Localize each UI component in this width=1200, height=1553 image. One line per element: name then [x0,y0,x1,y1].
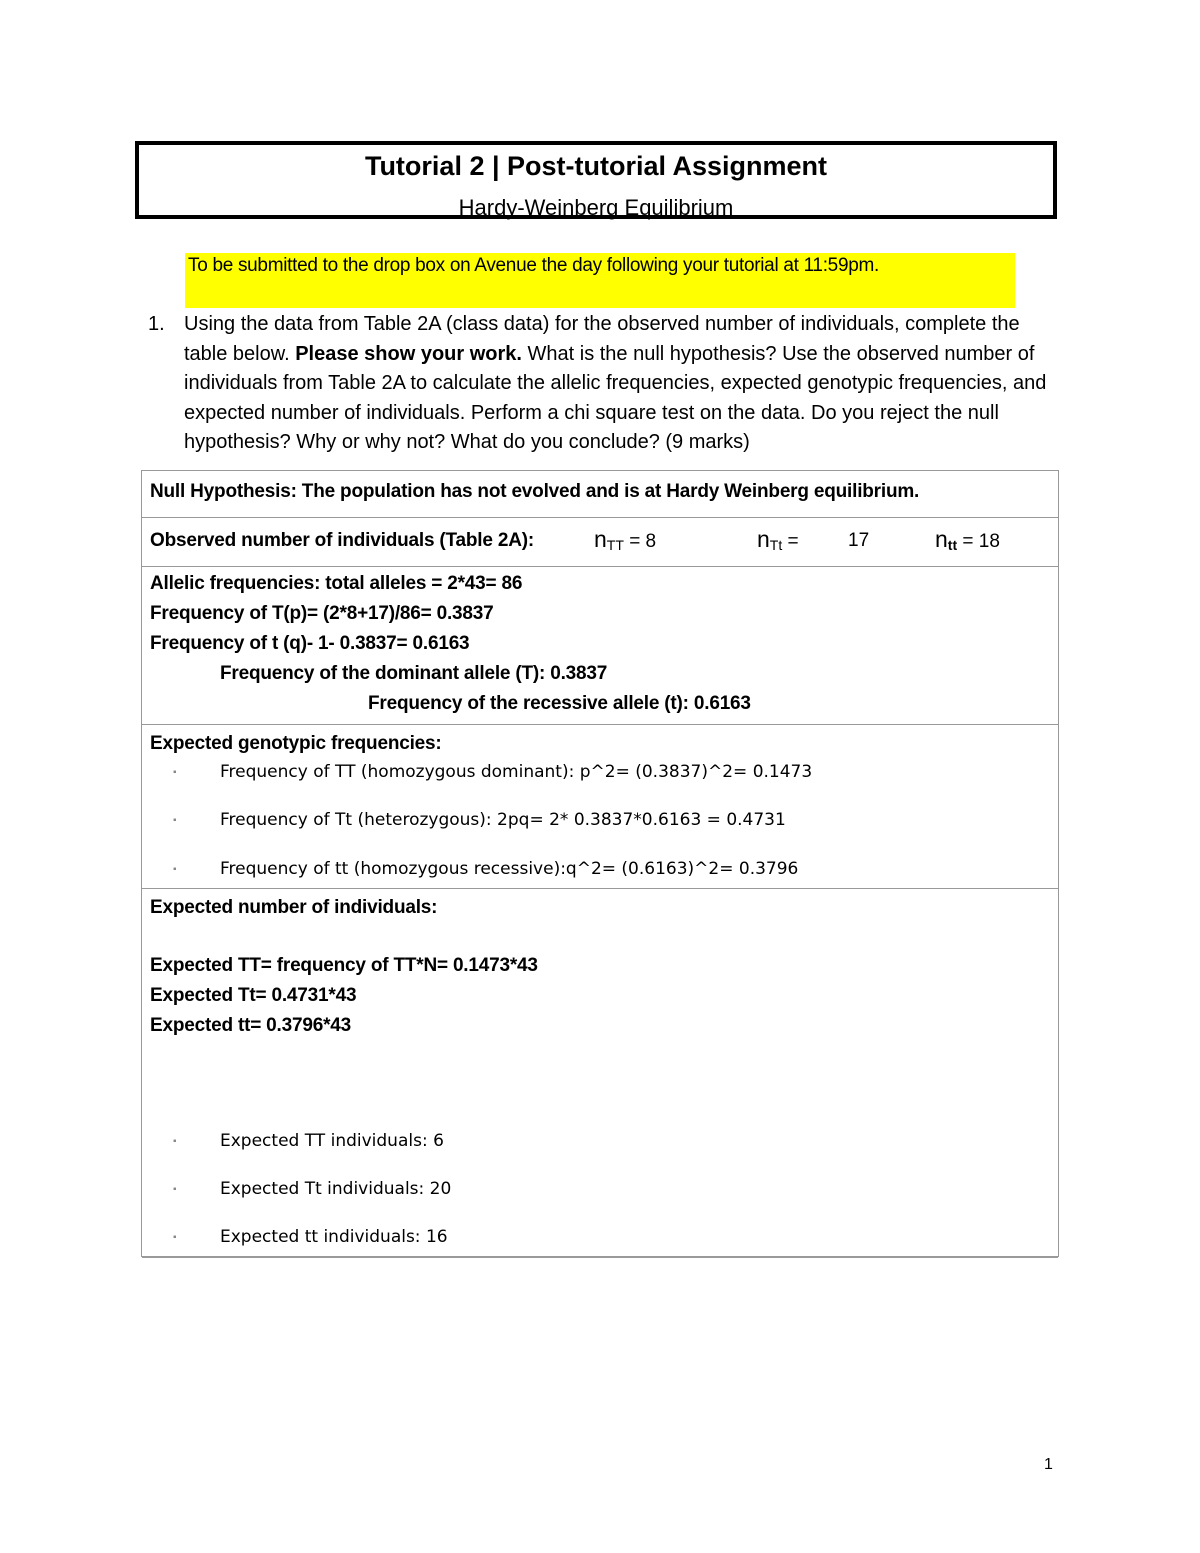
expected-item-3: Expected tt individuals: 16 [220,1227,448,1247]
bullet-icon: ▪ [173,767,177,778]
page-number: 1 [1044,1456,1053,1473]
null-hypothesis: Null Hypothesis: The population has not evolved and is at Hardy Weinberg equilibrium. [150,481,920,502]
page-title: Tutorial 2 | Post-tutorial Assignment [364,151,828,181]
expected-cell [142,889,1058,1258]
expected-line-2: Expected Tt= 0.4731*43 [150,985,357,1006]
expected-heading: Expected number of individuals: [150,897,438,918]
question-emphasis: Please show your work. [295,342,522,365]
observed-TT: nTT = 8 [594,526,657,553]
observed-tt: ntt = 18 [935,526,1000,553]
observed-Tt: nTt = [757,526,799,553]
submission-notice: To be submitted to the drop box on Avenue the day following your tutorial at 11:59pm. [185,253,1015,308]
question-text [184,310,1064,458]
observed-Tt-value: 17 [848,530,870,551]
genotypic-item-1: Frequency of TT (homozygous dominant): p^2= (0.3837)^2= 0.1473 [220,762,813,782]
expected-line-3: Expected tt= 0.3796*43 [150,1015,352,1036]
question-text-part1: Using the data from Table 2A (class data) for the observed number of individuals, complete the table below. [184,313,1020,365]
bullet-icon: ▪ [173,1184,177,1195]
genotypic-item-3: Frequency of tt (homozygous recessive):q^2= (0.6163)^2= 0.3796 [220,859,799,879]
observed-label: Observed number of individuals (Table 2A): [150,530,534,551]
question-number: 1. [148,313,165,335]
page-subtitle: Hardy-Weinberg Equilibrium [458,195,734,220]
genotypic-heading: Expected genotypic frequencies: [150,733,442,754]
observed-cell [142,518,1058,567]
allelic-line-2: Frequency of T(p)= (2*8+17)/86= 0.3837 [150,603,494,624]
bullet-icon: ▪ [173,815,177,826]
expected-item-2: Expected Tt individuals: 20 [220,1179,452,1199]
title-box [135,141,1057,219]
bullet-icon: ▪ [173,1232,177,1243]
allelic-line-4: Frequency of the dominant allele (T): 0.3837 [220,663,608,684]
null-hypothesis-cell [142,471,1058,518]
allelic-line-5: Frequency of the recessive allele (t): 0.6163 [368,693,751,714]
bullet-icon: ▪ [173,864,177,875]
work-table [141,470,1059,1257]
allelic-line-1: Allelic frequencies: total alleles = 2*43= 86 [150,573,523,594]
genotypic-item-2: Frequency of Tt (heterozygous): 2pq= 2* 0.3837*0.6163 = 0.4731 [220,810,786,830]
question-text-part2: What is the null hypothesis? Use the observed number of individuals from Table 2A to calculate the allelic frequencies, expected genotypic frequencies, and expected number of individuals. Perform a chi square test on the data. Do you reject the null hypothesis? Why or why not? What do you conclude? (9 marks) [184,342,1047,453]
allelic-line-3: Frequency of t (q)- 1- 0.3837= 0.6163 [150,633,470,654]
expected-item-1: Expected TT individuals: 6 [220,1131,444,1151]
expected-line-1: Expected TT= frequency of TT*N= 0.1473*43 [150,955,538,976]
genotypic-cell [142,725,1058,889]
allelic-cell [142,567,1058,725]
bullet-icon: ▪ [173,1136,177,1147]
